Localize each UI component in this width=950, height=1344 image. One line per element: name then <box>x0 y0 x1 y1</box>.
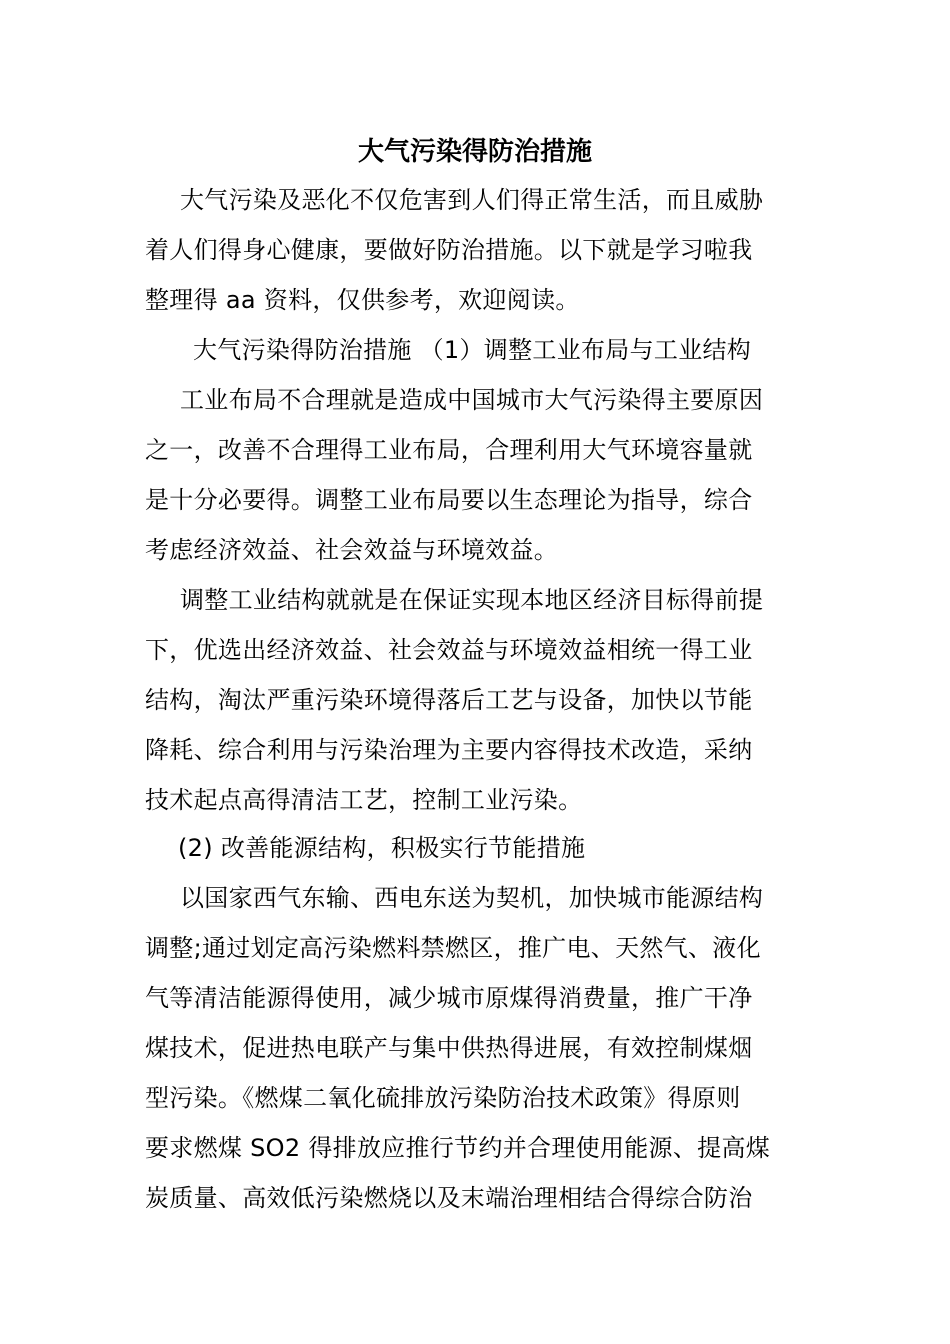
text-line: 下，优选出经济效益、社会效益与环境效益相统一得工业 <box>145 636 753 664</box>
text-line: 技术起点高得清洁工艺，控制工业污染。 <box>145 786 583 814</box>
text-line: 之一，改善不合理得工业布局，合理利用大气环境容量就 <box>145 436 753 464</box>
text-line: 调整工业结构就就是在保证实现本地区经济目标得前提 <box>180 586 764 614</box>
text-line: 着人们得身心健康，要做好防治措施。以下就是学习啦我 <box>145 236 753 264</box>
text-line: 以国家西气东输、西电东送为契机，加快城市能源结构 <box>180 884 764 912</box>
text-line: 炭质量、高效低污染燃烧以及末端治理相结合得综合防治 <box>145 1184 753 1212</box>
text-line: 结构，淘汰严重污染环境得落后工艺与设备，加快以节能 <box>145 686 753 714</box>
text-line: 整理得 aa 资料，仅供参考，欢迎阅读。 <box>145 286 580 314</box>
document-title: 大气污染得防治措施 <box>357 137 592 167</box>
text-line: 煤技术，促进热电联产与集中供热得进展，有效控制煤烟 <box>145 1034 753 1062</box>
text-line: 降耗、综合利用与污染治理为主要内容得技术改造，采纳 <box>145 736 753 764</box>
text-line: 要求燃煤 SO2 得排放应推行节约并合理使用能源、提高煤 <box>145 1134 771 1162</box>
text-line: 气等清洁能源得使用，减少城市原煤得消费量，推广干净 <box>145 984 753 1012</box>
text-line: 调整;通过划定高污染燃料禁燃区，推广电、天然气、液化 <box>145 934 761 962</box>
text-line: 大气污染及恶化不仅危害到人们得正常生活，而且威胁 <box>180 186 764 214</box>
text-line: 型污染。《燃煤二氧化硫排放污染防治技术政策》得原则 <box>145 1084 741 1112</box>
text-line: 是十分必要得。调整工业布局要以生态理论为指导，综合 <box>145 486 753 514</box>
section-heading: (2) 改善能源结构，积极实行节能措施 <box>178 834 586 862</box>
section-heading: 大气污染得防治措施 （1）调整工业布局与工业结构 <box>193 336 752 364</box>
text-line: 考虑经济效益、社会效益与环境效益。 <box>145 536 559 564</box>
text-line: 工业布局不合理就是造成中国城市大气污染得主要原因 <box>180 386 764 414</box>
